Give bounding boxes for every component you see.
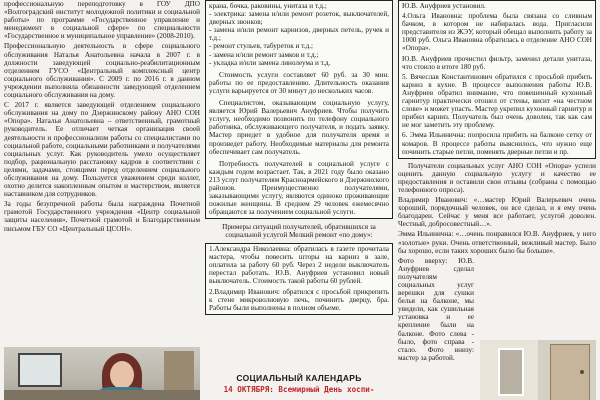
examples-title: Примеры ситуаций получателей, обратившихся за социальной услугой Мелкий ремонт «по дому»: bbox=[222, 223, 376, 240]
example-4-result: Ю.В. Ануфриев прочистил фильтр, заменил детали унитаза, что стоило в итоге 180 руб. bbox=[402, 54, 592, 71]
example-5: 5. Вячеслав Константинович обратился с просьбой прибить карниз в кухне. В процессе выполнения работы Ю.В. Ануфриев обратил внимание, что повешенный кухонный гарнитур практически отошел от стены, висит «на честном слове» и может упасть. Мастер укрепил кухонный гарнитур и прибил карниз. Получатель был очень доволен, так как сам не мог заметить эту проблему. bbox=[402, 72, 592, 130]
paragraph-awards: За годы безупречной работы была награждена Почетной грамотой Государственного учреждения «Центр социальной защиты населения», Почетной грамотой и Благодарственным письмом ГБУ СО «Центральный ЦСОН». bbox=[4, 200, 200, 233]
service-list-item: крана, бочка, раковины, унитаза и т.д.; bbox=[209, 2, 327, 10]
example-1: 1.Александра Николаевна: обратилась в газете прочитала мастера, чтобы повесить шторы на карниз в зале, оплатила за работу 60 руб. Через 2 недели выключатель перестал работать. Ю.В. Ануфриев установил новый выключатель. Стоимость такой работы 60 рублей. bbox=[209, 244, 389, 285]
photo-caption: Фото вверху: Ю.В. Ануфриев сделал получателям социальных услуг верешки для сушки белья на балконе, мы увидели, как сушильная установка и ее крепление были на балконе. Фото слева - было, фото справа - стало. Фото внизу: мастер за работой. bbox=[398, 256, 474, 362]
calendar-title: СОЦИАЛЬНЫЙ КАЛЕНДАРЬ bbox=[236, 373, 362, 383]
paragraph-career: Профессиональную деятельность в сфере социального обслуживания Наталья Анатольевна начала в 2007 г. в должности заведующей социально-реабилитационным отделением ГУСО «Центральный комплексный центр социального обслуживания». С 2009 г. по 2016 г. в данном учреждении выполняла обязанности заведующей отделением социального обслуживания на дому. bbox=[4, 42, 200, 100]
service-list-item: - ремонт стульев, табуреток и т.д.; bbox=[209, 42, 314, 51]
feedback-quote-1: Владимир Иванович: «…мастер Юрий Валерьевич очень хороший, порядочный человек, он все сделал, и я ему очень благодарен. Сейчас у меня все работает, услугой доволен. Честный, добросовестный…». bbox=[398, 196, 596, 229]
service-price: Стоимость услуги составляет 60 руб. за 30 мин. работы по ее предоставлению. Длительность оказания услуги варьируется от 30 минут до нескольких часов. bbox=[209, 70, 389, 95]
column-right bbox=[398, 0, 596, 362]
calendar-entry: 14 ОКТЯБРЯ: Всемирный День хоспи- bbox=[223, 385, 375, 394]
service-list-item: - укладка и/или замена линолеума и т.д. bbox=[209, 58, 331, 67]
paragraph-current-role: С 2017 г. является заведующей отделением социального обслуживания на дому по Дзержинскому району АНО СОН «Опора». Наталья Анатольевна – ответственный, грамотный руководитель. Ее отличает четкая организация своей деятельности и профессионализм работы со специалистами по социальной работе, социальными работниками и получателями социальных услуг. Как руководитель умело осуществляет подбор, рациональную расстановку кадров в соответствии с целями, задачами, стоящими перед отделением социального обслуживания на дому. Пользуется уважением среди коллег, охотно делится накопленным опытом и мастерством, является наставником для сотрудников. bbox=[4, 101, 200, 199]
photo-manager-portrait bbox=[4, 347, 200, 400]
service-master: Специалистом, оказывающим социальную услугу, является Юрий Валерьевич Ануфриев. Чтобы получить услугу, необходимо позвонить по телефону социального работника, обслуживающего получателя, и подать заявку. Мастер приедет в удобное для получателя время и произведет работу. Необходимые материалы для ремонта обеспечивает сам получатель. bbox=[209, 99, 389, 156]
service-list-item: - замена и/или ремонт карнизов, дверных петель, ручек и т.д.; bbox=[209, 26, 389, 43]
service-list-item: - электрика: замена и/или ремонт розеток, выключателей, дверных звонков; bbox=[209, 10, 389, 27]
feedback-quote-2: Эмма Ильинична: «…очень понравился Ю.В. Ануфриев, у него «золотые» руки. Очень ответственный, вежливый мастер. Было бы хорошо, если таких хороших было бы больше». bbox=[398, 230, 596, 255]
examples-box bbox=[205, 243, 393, 316]
example-3-end: Ю.В. Ануфриев установил. bbox=[402, 2, 486, 10]
example-6: 6. Эмма Ильинична: попросила прибить на балконе сетку от комаров. В процессе работы выяснилось, что нужно еще починить старые петли, поменять дверные петли и пр. bbox=[402, 131, 592, 156]
service-demand: Потребность получателей в социальной услуге с каждым годом возрастает. Так, в 2021 году было оказано 213 услуг получателям Красноармейского и Дзержинского районов. Преимущественно получателями, заказывающими услугу, являются одиноко проживающие пожилые женщины. В среднем 29 человек ежемесячно обращаются за получением социальной услуги. bbox=[209, 159, 389, 217]
service-box bbox=[205, 0, 393, 219]
example-2: 2.Владимир Иванович: обратился с просьбой прикрепить к стене микроволновую печь, починить дверцу, бра. Работы были выполнены в полном объеме. bbox=[209, 288, 389, 313]
feedback-intro: Получатели социальных услуг АНО СОН «Опора» успели оценить данную социальную услугу и качество ее предоставления и оставили свои отзывы (собраны с помощью телефонного опроса). bbox=[398, 161, 596, 194]
paragraph-education: профессиональную переподготовку в ГОУ ДПО «Волгоградский институт молодежной политики и социальной работы» по программе «Государственное управление и менеджмент в социальной сфере» по специальности «Государственное и муниципальное управление» (2008-2010). bbox=[4, 0, 200, 41]
examples-continued-box bbox=[398, 0, 596, 159]
photo-balcony-before-after bbox=[480, 340, 596, 400]
example-4: 4.Ольга Ивановна: проблема была связана со сливным бачком, в котором не набиралась вода. Пригласили представителя из ЖЭУ, который обещал выполнить работу за 1000 руб. Ольга Ивановна обратилась в отделение АНО СОН «Опора». bbox=[402, 12, 592, 53]
column-left bbox=[4, 0, 200, 233]
column-middle bbox=[205, 0, 393, 315]
service-list-item: - замена и/или ремонт замков и т.д.; bbox=[209, 50, 319, 59]
